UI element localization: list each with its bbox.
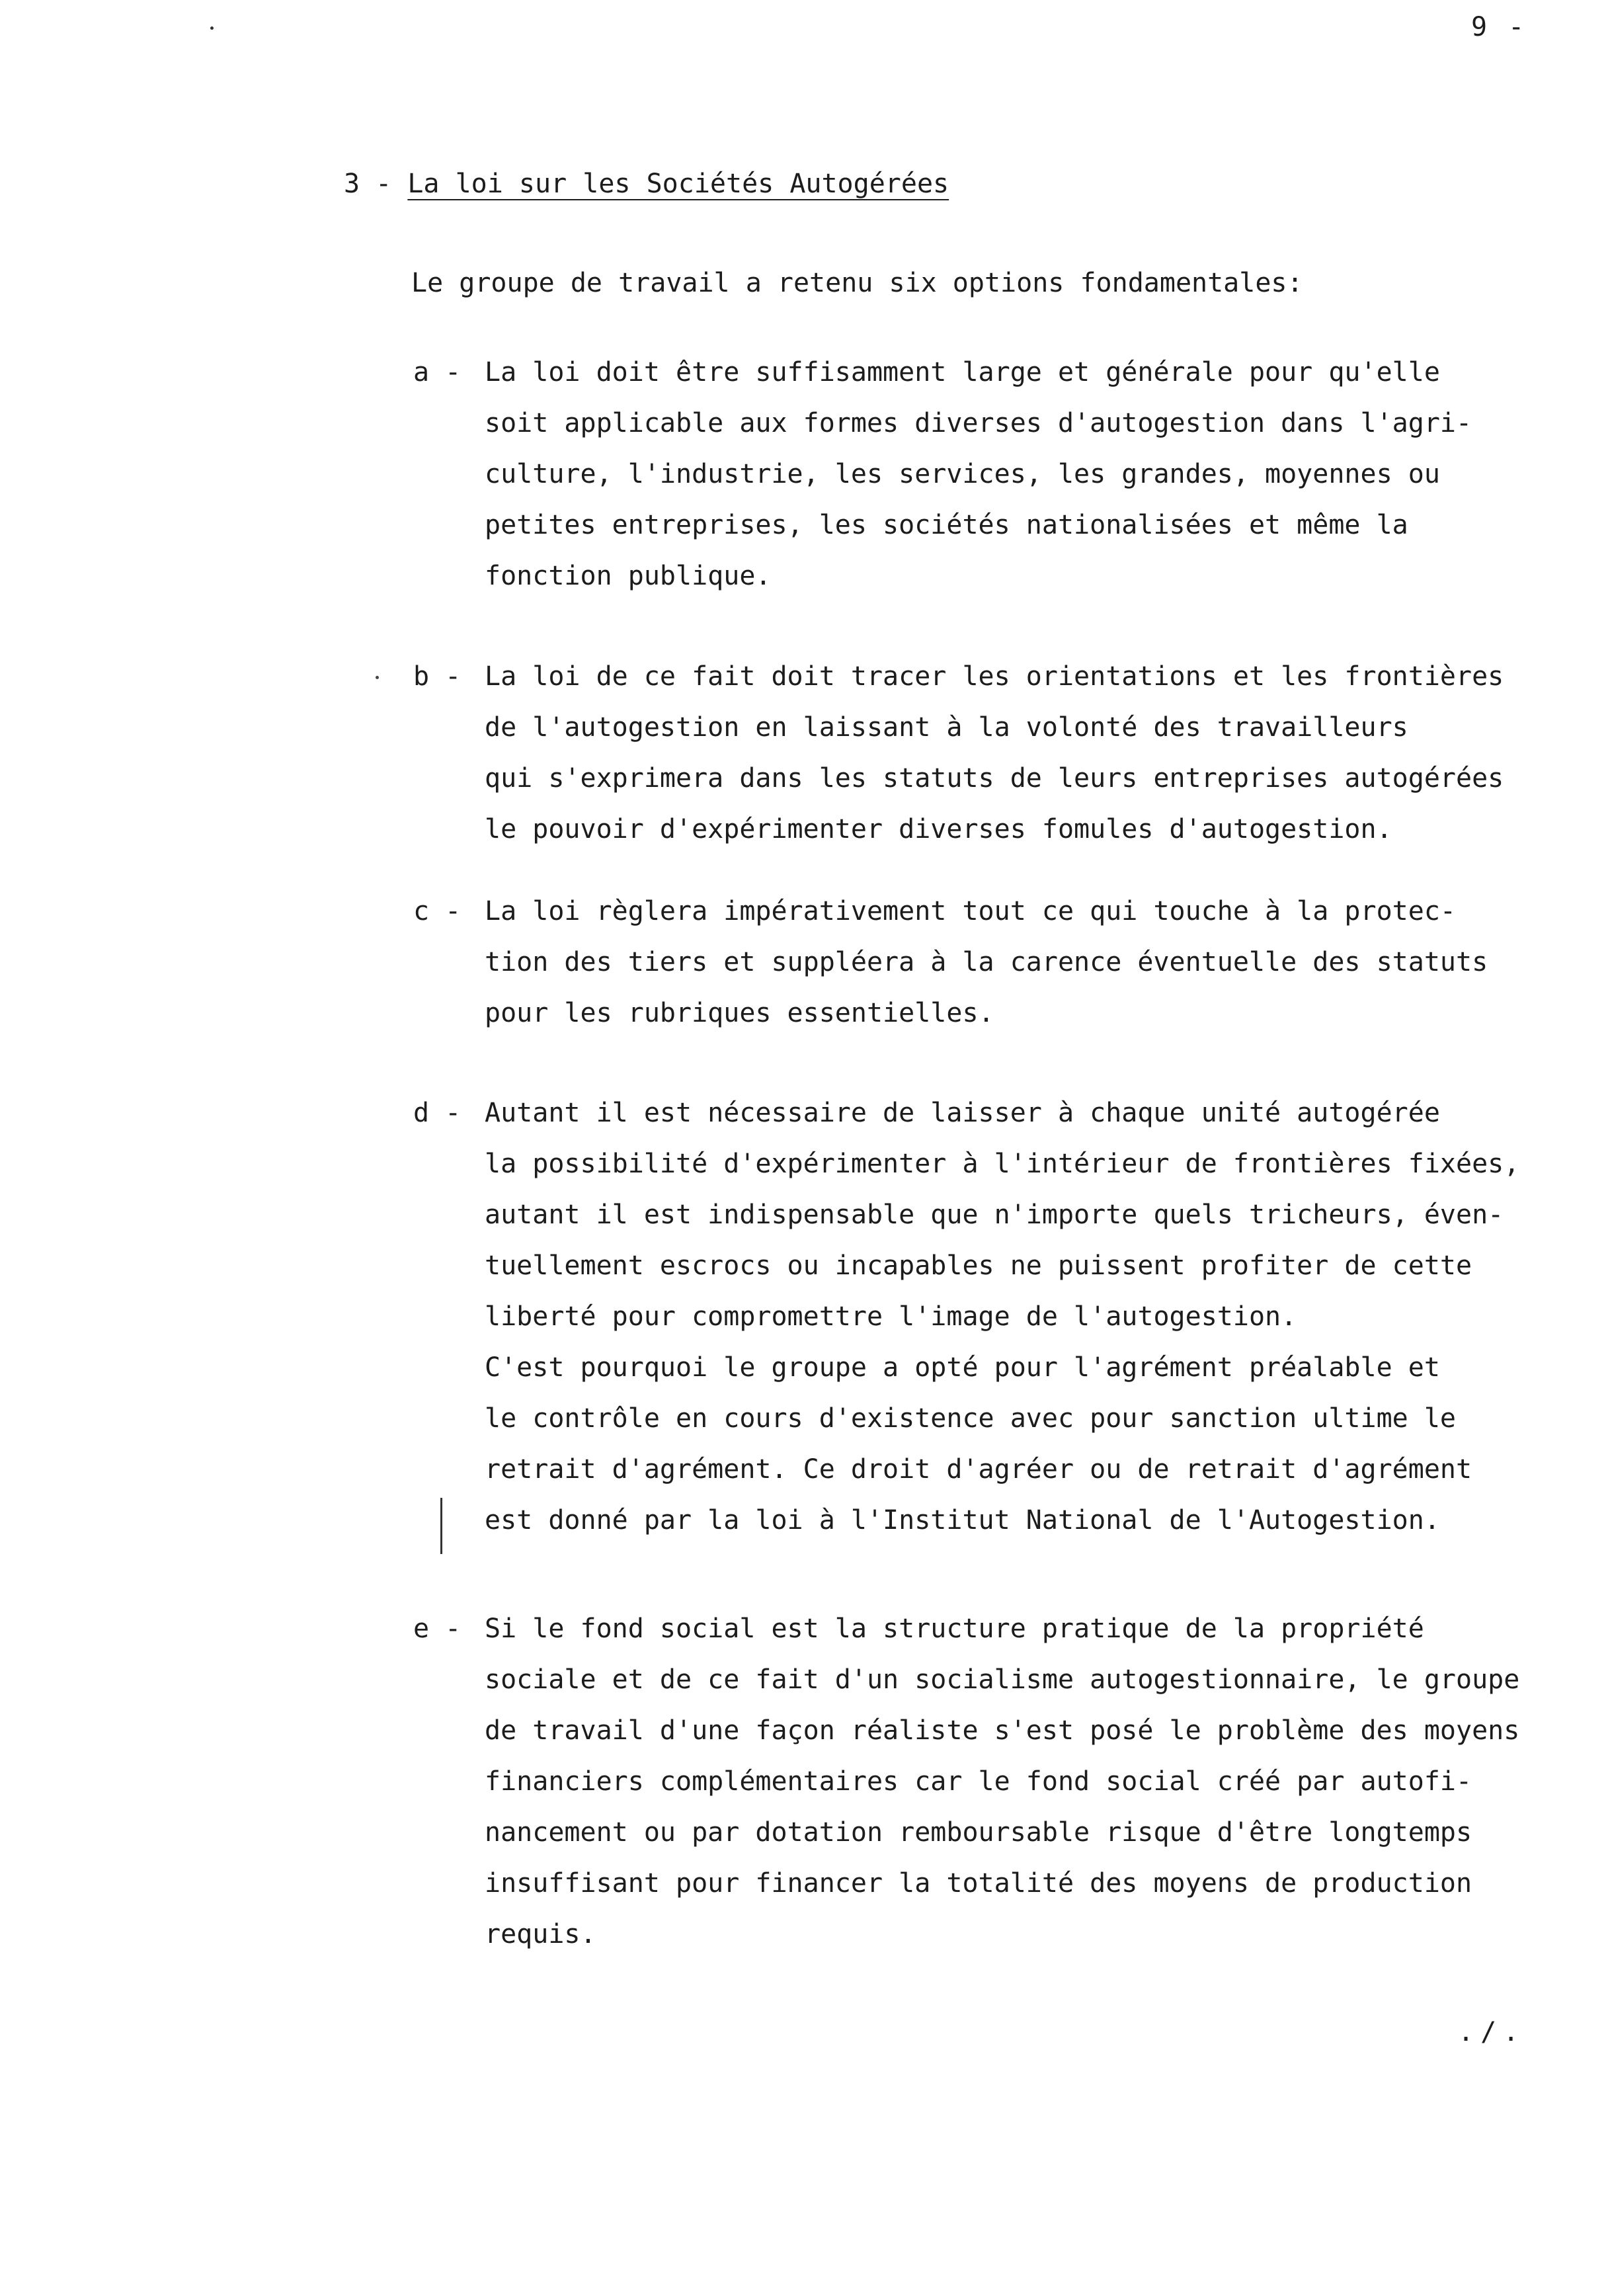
text-line: tuellement escrocs ou incapables ne puissent profiter de cette xyxy=(485,1250,1472,1281)
section-number: 3 - xyxy=(344,169,392,199)
text-line: La loi règlera impérativement tout ce qui touche à la protec- xyxy=(485,896,1457,926)
option-item-e xyxy=(413,1604,1519,1960)
text-line: qui s'exprimera dans les statuts de leurs entreprises autogérées xyxy=(485,763,1504,794)
text-line: tion des tiers et suppléera à la carence éventuelle des statuts xyxy=(485,947,1488,977)
text-line: La loi de ce fait doit tracer les orientations et les frontières xyxy=(485,661,1504,692)
page-number: 9 - xyxy=(1471,12,1527,42)
text-line: soit applicable aux formes diverses d'autogestion dans l'agri- xyxy=(485,408,1472,438)
text-line: retrait d'agrément. Ce droit d'agréer ou de retrait d'agrément xyxy=(485,1454,1472,1485)
text-line: sociale et de ce fait d'un socialisme autogestionnaire, le groupe xyxy=(485,1664,1520,1695)
text-line: le contrôle en cours d'existence avec pour sanction ultime le xyxy=(485,1403,1457,1434)
option-letter: d - xyxy=(413,1098,462,1128)
option-item-c xyxy=(413,886,1488,1039)
option-letter: a - xyxy=(413,357,462,388)
option-letter: b - xyxy=(413,661,462,692)
intro-paragraph: Le groupe de travail a retenu six options fondamentales: xyxy=(411,268,1303,298)
option-letter: c - xyxy=(413,896,462,926)
text-line: Autant il est nécessaire de laisser à chaque unité autogérée xyxy=(485,1098,1440,1128)
text-line: culture, l'industrie, les services, les grandes, moyennes ou xyxy=(485,459,1440,489)
text-line: insuffisant pour financer la totalité des moyens de production xyxy=(485,1868,1472,1899)
option-letter: e - xyxy=(413,1614,462,1644)
continuation-mark: ./. xyxy=(1458,2017,1526,2047)
option-item-b xyxy=(413,651,1504,855)
text-line: autant il est indispensable que n'importe quels tricheurs, éven- xyxy=(485,1200,1504,1230)
text-line: le pouvoir d'expérimenter diverses fomules d'autogestion. xyxy=(485,814,1392,844)
text-line: requis. xyxy=(485,1919,596,1949)
text-line: de travail d'une façon réaliste s'est posé le problème des moyens xyxy=(485,1715,1520,1746)
text-line: C'est pourquoi le groupe a opté pour l'agrément préalable et xyxy=(485,1352,1440,1383)
text-line: est donné par la loi à l'Institut National de l'Autogestion. xyxy=(485,1505,1440,1536)
text-line: nancement ou par dotation remboursable risque d'être longtemps xyxy=(485,1817,1472,1848)
text-line: pour les rubriques essentielles. xyxy=(485,998,994,1028)
text-line: de l'autogestion en laissant à la volonté des travailleurs xyxy=(485,712,1408,743)
section-heading xyxy=(344,169,949,199)
text-line: liberté pour compromettre l'image de l'autogestion. xyxy=(485,1301,1297,1332)
text-line: La loi doit être suffisamment large et générale pour qu'elle xyxy=(485,357,1440,388)
option-item-a xyxy=(413,347,1472,602)
margin-dot xyxy=(376,676,379,679)
text-line: financiers complémentaires car le fond social créé par autofi- xyxy=(485,1766,1472,1797)
text-line: la possibilité d'expérimenter à l'intérieur de frontières fixées, xyxy=(485,1149,1520,1179)
text-line: petites entreprises, les sociétés nationalisées et même la xyxy=(485,510,1408,540)
section-title: La loi sur les Sociétés Autogérées xyxy=(407,169,949,199)
scan-speck xyxy=(210,26,214,30)
option-item-d xyxy=(413,1088,1519,1546)
text-line: Si le fond social est la structure pratique de la propriété xyxy=(485,1614,1424,1644)
text-line: fonction publique. xyxy=(485,561,772,591)
